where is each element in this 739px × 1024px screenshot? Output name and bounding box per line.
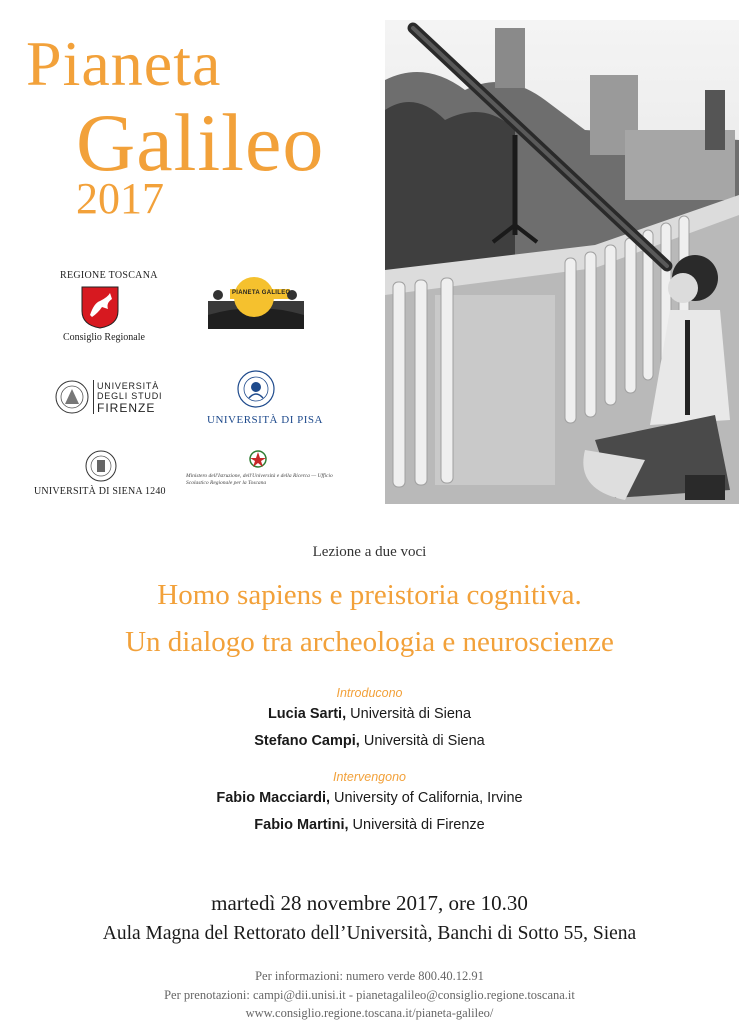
miur-emblem-icon <box>248 449 268 471</box>
intervengono-label: Intervengono <box>333 770 406 784</box>
unifi-line2: DEGLI STUDI <box>97 391 163 401</box>
event-date: martedì 28 novembre 2017, ore 10.30 <box>211 891 528 915</box>
speaker-affiliation: Università di Firenze <box>348 817 485 833</box>
speaker-row <box>0 790 739 806</box>
speaker-row <box>0 733 739 749</box>
unifi-line1: UNIVERSITÀ <box>97 381 160 391</box>
poster-year: 2017 <box>76 174 164 223</box>
unisi-label: UNIVERSITÀ DI SIENA 1240 <box>34 486 166 497</box>
speaker-row <box>0 706 739 722</box>
introducono-label: Introducono <box>336 686 403 700</box>
unifi-seal-icon <box>55 380 89 414</box>
speaker-name: Stefano Campi, <box>254 733 360 749</box>
unifi-divider <box>93 380 94 414</box>
unifi-line3: FIRENZE <box>97 401 156 415</box>
speaker-row <box>0 817 739 833</box>
speaker-affiliation: Università di Siena <box>359 733 485 749</box>
unisi-seal-icon <box>85 450 117 482</box>
speaker-affiliation: University of California, Irvine <box>330 790 523 806</box>
website-link[interactable]: www.consiglio.regione.toscana.it/pianeta-galileo/ <box>245 1006 494 1020</box>
unipi-seal-icon <box>237 370 275 408</box>
boy-telescope-photo <box>385 20 739 504</box>
unipi-label: UNIVERSITÀ DI PISA <box>207 414 323 426</box>
speaker-name: Fabio Macciardi, <box>216 790 331 806</box>
poster-title-line1: Pianeta <box>26 28 222 99</box>
speaker-affiliation: Università di Siena <box>346 706 472 722</box>
pianeta-galileo-logo-text: PIANETA GALILEO <box>232 290 291 296</box>
miur-label: Ministero dell'Istruzione, dell'Università e della Ricerca — Ufficio Scolastico Regionale per la Toscana <box>186 473 333 486</box>
speaker-name: Lucia Sarti, <box>267 706 347 722</box>
info-phone: Per informazioni: numero verde 800.40.12.91 <box>255 969 484 983</box>
lecture-type-label: Lezione a due voci <box>312 544 427 560</box>
consiglio-regionale-label: Consiglio Regionale <box>63 332 145 343</box>
speaker-name: Fabio Martini, <box>254 817 349 833</box>
lecture-title-line2: Un dialogo tra archeologia e neuroscienze <box>125 626 614 658</box>
pianeta-galileo-logo <box>208 275 304 329</box>
regione-toscana-crest-icon <box>80 285 120 329</box>
poster-title-line2: Galileo <box>76 97 325 188</box>
regione-toscana-label: REGIONE TOSCANA <box>60 270 158 281</box>
booking-emails[interactable]: Per prenotazioni: campi@dii.unisi.it - pianetagalileo@consiglio.regione.toscana.it <box>164 988 575 1002</box>
event-venue: Aula Magna del Rettorato dell’Università, Banchi di Sotto 55, Siena <box>102 923 637 944</box>
lecture-title-line1: Homo sapiens e preistoria cognitiva. <box>157 579 582 611</box>
